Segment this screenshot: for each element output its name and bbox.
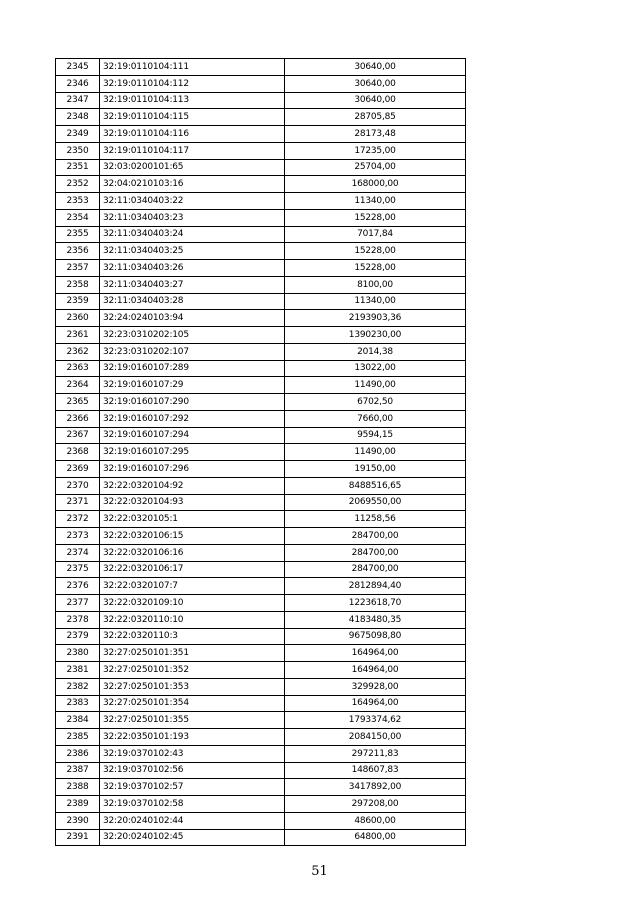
cadastral-number-cell: 32:22:0320104:93 — [100, 494, 285, 511]
value-cell: 28705,85 — [285, 109, 466, 126]
value-cell: 1223618,70 — [285, 595, 466, 612]
table-row — [56, 109, 466, 126]
value-cell: 297211,83 — [285, 745, 466, 762]
cadastral-number-cell: 32:22:0320110:10 — [100, 611, 285, 628]
row-number-cell: 2386 — [56, 745, 100, 762]
value-cell: 329928,00 — [285, 678, 466, 695]
value-cell: 11490,00 — [285, 444, 466, 461]
cadastral-number-cell: 32:19:0110104:117 — [100, 142, 285, 159]
value-cell: 164964,00 — [285, 645, 466, 662]
table-row — [56, 695, 466, 712]
row-number-cell: 2370 — [56, 477, 100, 494]
table-row — [56, 628, 466, 645]
table-row — [56, 829, 466, 846]
value-cell: 11340,00 — [285, 293, 466, 310]
cadastral-number-cell: 32:19:0160107:29 — [100, 377, 285, 394]
value-cell: 17235,00 — [285, 142, 466, 159]
table-row — [56, 779, 466, 796]
cadastral-number-cell: 32:24:0240103:94 — [100, 310, 285, 327]
row-number-cell: 2362 — [56, 343, 100, 360]
table-row — [56, 360, 466, 377]
cadastral-number-cell: 32:11:0340403:26 — [100, 260, 285, 277]
table-row — [56, 528, 466, 545]
cadastral-number-cell: 32:19:0370102:58 — [100, 796, 285, 813]
cadastral-number-cell: 32:19:0160107:290 — [100, 394, 285, 411]
cadastral-number-cell: 32:27:0250101:354 — [100, 695, 285, 712]
table-row — [56, 126, 466, 143]
table-row — [56, 427, 466, 444]
cadastral-number-cell: 32:27:0250101:352 — [100, 662, 285, 679]
row-number-cell: 2391 — [56, 829, 100, 846]
cadastral-number-cell: 32:11:0340403:28 — [100, 293, 285, 310]
cadastral-number-cell: 32:11:0340403:23 — [100, 209, 285, 226]
row-number-cell: 2385 — [56, 729, 100, 746]
row-number-cell: 2357 — [56, 260, 100, 277]
cadastral-number-cell: 32:22:0320104:92 — [100, 477, 285, 494]
row-number-cell: 2367 — [56, 427, 100, 444]
value-cell: 25704,00 — [285, 159, 466, 176]
row-number-cell: 2354 — [56, 209, 100, 226]
table-row — [56, 59, 466, 76]
table-row — [56, 243, 466, 260]
value-cell: 9675098,80 — [285, 628, 466, 645]
table-row — [56, 477, 466, 494]
cadastral-number-cell: 32:19:0370102:57 — [100, 779, 285, 796]
row-number-cell: 2361 — [56, 327, 100, 344]
value-cell: 297208,00 — [285, 796, 466, 813]
row-number-cell: 2360 — [56, 310, 100, 327]
table-row — [56, 578, 466, 595]
value-cell: 6702,50 — [285, 394, 466, 411]
cadastral-number-cell: 32:23:0310202:107 — [100, 343, 285, 360]
cadastral-number-cell: 32:19:0110104:112 — [100, 75, 285, 92]
table-row — [56, 226, 466, 243]
row-number-cell: 2378 — [56, 611, 100, 628]
cadastral-number-cell: 32:19:0110104:113 — [100, 92, 285, 109]
value-cell: 15228,00 — [285, 243, 466, 260]
table-row — [56, 729, 466, 746]
cadastral-number-cell: 32:19:0160107:289 — [100, 360, 285, 377]
table-row — [56, 678, 466, 695]
value-cell: 284700,00 — [285, 561, 466, 578]
row-number-cell: 2388 — [56, 779, 100, 796]
row-number-cell: 2375 — [56, 561, 100, 578]
cadastral-number-cell: 32:27:0250101:353 — [100, 678, 285, 695]
table-row — [56, 293, 466, 310]
cadastral-number-cell: 32:20:0240102:45 — [100, 829, 285, 846]
value-cell: 30640,00 — [285, 92, 466, 109]
table-row — [56, 193, 466, 210]
value-cell: 30640,00 — [285, 59, 466, 76]
table-row — [56, 394, 466, 411]
table-row — [56, 561, 466, 578]
row-number-cell: 2358 — [56, 276, 100, 293]
table-row — [56, 796, 466, 813]
table-row — [56, 92, 466, 109]
table-row — [56, 260, 466, 277]
table-row — [56, 461, 466, 478]
table-row — [56, 276, 466, 293]
table-row — [56, 511, 466, 528]
value-cell: 1390230,00 — [285, 327, 466, 344]
table-row — [56, 159, 466, 176]
row-number-cell: 2351 — [56, 159, 100, 176]
value-cell: 284700,00 — [285, 544, 466, 561]
row-number-cell: 2348 — [56, 109, 100, 126]
row-number-cell: 2387 — [56, 762, 100, 779]
cadastral-number-cell: 32:19:0110104:115 — [100, 109, 285, 126]
row-number-cell: 2380 — [56, 645, 100, 662]
row-number-cell: 2349 — [56, 126, 100, 143]
value-cell: 11490,00 — [285, 377, 466, 394]
value-cell: 11258,56 — [285, 511, 466, 528]
value-cell: 148607,83 — [285, 762, 466, 779]
row-number-cell: 2384 — [56, 712, 100, 729]
value-cell: 8488516,65 — [285, 477, 466, 494]
table-row — [56, 410, 466, 427]
row-number-cell: 2364 — [56, 377, 100, 394]
value-cell: 7017,84 — [285, 226, 466, 243]
cadastral-number-cell: 32:19:0110104:116 — [100, 126, 285, 143]
table-row — [56, 611, 466, 628]
table-row — [56, 494, 466, 511]
row-number-cell: 2390 — [56, 812, 100, 829]
cadastral-number-cell: 32:11:0340403:25 — [100, 243, 285, 260]
cadastral-number-cell: 32:19:0160107:296 — [100, 461, 285, 478]
row-number-cell: 2369 — [56, 461, 100, 478]
value-cell: 1793374,62 — [285, 712, 466, 729]
cadastral-number-cell: 32:22:0320106:16 — [100, 544, 285, 561]
cadastral-number-cell: 32:19:0110104:111 — [100, 59, 285, 76]
table-row — [56, 712, 466, 729]
cadastral-number-cell: 32:11:0340403:22 — [100, 193, 285, 210]
row-number-cell: 2363 — [56, 360, 100, 377]
row-number-cell: 2347 — [56, 92, 100, 109]
table-row — [56, 745, 466, 762]
value-cell: 11340,00 — [285, 193, 466, 210]
cadastral-value-table — [55, 58, 466, 846]
value-cell: 3417892,00 — [285, 779, 466, 796]
value-cell: 2014,38 — [285, 343, 466, 360]
row-number-cell: 2346 — [56, 75, 100, 92]
value-cell: 2812894,40 — [285, 578, 466, 595]
cadastral-number-cell: 32:22:0350101:193 — [100, 729, 285, 746]
table-row — [56, 544, 466, 561]
row-number-cell: 2373 — [56, 528, 100, 545]
cadastral-number-cell: 32:19:0370102:43 — [100, 745, 285, 762]
cadastral-number-cell: 32:22:0320106:15 — [100, 528, 285, 545]
row-number-cell: 2350 — [56, 142, 100, 159]
value-cell: 2193903,36 — [285, 310, 466, 327]
cadastral-number-cell: 32:19:0160107:295 — [100, 444, 285, 461]
value-cell: 19150,00 — [285, 461, 466, 478]
cadastral-number-cell: 32:22:0320107:7 — [100, 578, 285, 595]
cadastral-number-cell: 32:22:0320105:1 — [100, 511, 285, 528]
table-row — [56, 75, 466, 92]
row-number-cell: 2368 — [56, 444, 100, 461]
row-number-cell: 2371 — [56, 494, 100, 511]
value-cell: 284700,00 — [285, 528, 466, 545]
cadastral-number-cell: 32:19:0160107:294 — [100, 427, 285, 444]
row-number-cell: 2374 — [56, 544, 100, 561]
cadastral-number-cell: 32:04:0210103:16 — [100, 176, 285, 193]
table-row — [56, 645, 466, 662]
table-row — [56, 209, 466, 226]
table-row — [56, 812, 466, 829]
value-cell: 168000,00 — [285, 176, 466, 193]
table-row — [56, 377, 466, 394]
row-number-cell: 2381 — [56, 662, 100, 679]
value-cell: 7660,00 — [285, 410, 466, 427]
row-number-cell: 2352 — [56, 176, 100, 193]
value-cell: 64800,00 — [285, 829, 466, 846]
row-number-cell: 2382 — [56, 678, 100, 695]
table-row — [56, 762, 466, 779]
table-row — [56, 595, 466, 612]
cadastral-number-cell: 32:27:0250101:355 — [100, 712, 285, 729]
value-cell: 4183480,35 — [285, 611, 466, 628]
row-number-cell: 2389 — [56, 796, 100, 813]
page-number: 51 — [311, 864, 328, 879]
cadastral-number-cell: 32:22:0320109:10 — [100, 595, 285, 612]
cadastral-number-cell: 32:19:0370102:56 — [100, 762, 285, 779]
table-body — [56, 59, 466, 846]
cadastral-number-cell: 32:11:0340403:24 — [100, 226, 285, 243]
value-cell: 30640,00 — [285, 75, 466, 92]
row-number-cell: 2376 — [56, 578, 100, 595]
value-cell: 13022,00 — [285, 360, 466, 377]
cadastral-number-cell: 32:23:0310202:105 — [100, 327, 285, 344]
cadastral-number-cell: 32:19:0160107:292 — [100, 410, 285, 427]
value-cell: 2069550,00 — [285, 494, 466, 511]
value-cell: 48600,00 — [285, 812, 466, 829]
cadastral-number-cell: 32:03:0200101:65 — [100, 159, 285, 176]
row-number-cell: 2355 — [56, 226, 100, 243]
row-number-cell: 2372 — [56, 511, 100, 528]
row-number-cell: 2345 — [56, 59, 100, 76]
value-cell: 9594,15 — [285, 427, 466, 444]
value-cell: 164964,00 — [285, 662, 466, 679]
cadastral-number-cell: 32:22:0320110:3 — [100, 628, 285, 645]
table-row — [56, 343, 466, 360]
value-cell: 28173,48 — [285, 126, 466, 143]
row-number-cell: 2379 — [56, 628, 100, 645]
table-row — [56, 176, 466, 193]
value-cell: 164964,00 — [285, 695, 466, 712]
table-row — [56, 310, 466, 327]
cadastral-number-cell: 32:11:0340403:27 — [100, 276, 285, 293]
row-number-cell: 2359 — [56, 293, 100, 310]
row-number-cell: 2366 — [56, 410, 100, 427]
row-number-cell: 2383 — [56, 695, 100, 712]
table-row — [56, 327, 466, 344]
row-number-cell: 2377 — [56, 595, 100, 612]
value-cell: 8100,00 — [285, 276, 466, 293]
row-number-cell: 2353 — [56, 193, 100, 210]
table-row — [56, 142, 466, 159]
value-cell: 15228,00 — [285, 209, 466, 226]
cadastral-number-cell: 32:22:0320106:17 — [100, 561, 285, 578]
value-cell: 15228,00 — [285, 260, 466, 277]
cadastral-number-cell: 32:27:0250101:351 — [100, 645, 285, 662]
row-number-cell: 2356 — [56, 243, 100, 260]
row-number-cell: 2365 — [56, 394, 100, 411]
cadastral-number-cell: 32:20:0240102:44 — [100, 812, 285, 829]
value-cell: 2084150,00 — [285, 729, 466, 746]
table-row — [56, 444, 466, 461]
table-row — [56, 662, 466, 679]
